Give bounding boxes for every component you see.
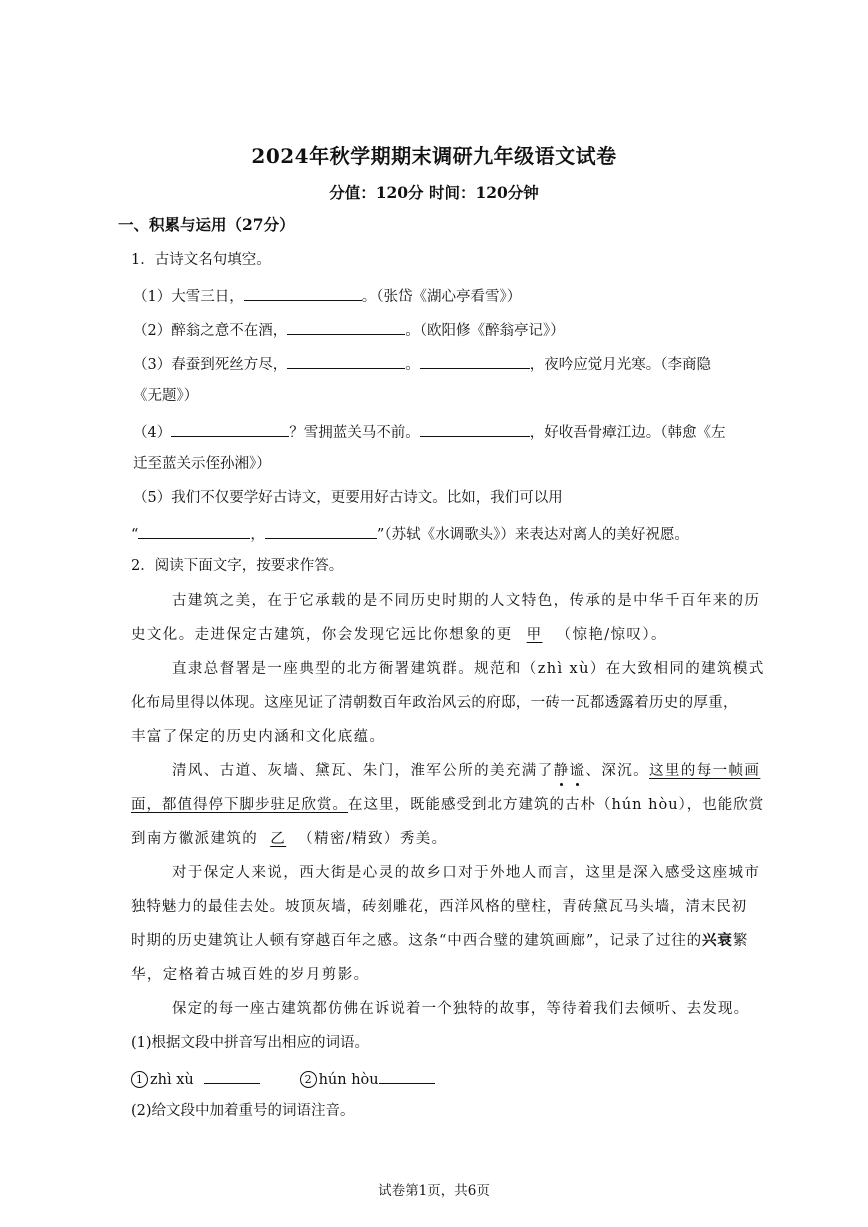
q1-item-5-cont: “ ， ”（苏轼《水调歌头》）来表达对离人的美好祝愿。 [131,522,689,545]
passage-line: 丰富了保定的历史内涵和文化底蕴。 [131,729,386,745]
underlined-sentence: 这里的每一帧画 [649,763,761,779]
q1-item-5: （5）我们不仅要学好古诗文，更要用好古诗文。比如，我们可以用 [133,490,563,506]
q1-item-3: （3）春蚕到死丝方尽， 。 ，夜吟应觉月光寒。（李商隐 [133,352,711,375]
bold-word: 兴衰 [702,932,733,949]
answer-blank[interactable] [204,1067,260,1084]
question-2-stem: 2．阅读下面文字，按要求作答。 [131,558,344,574]
passage-line: 化布局里得以体现。这座见证了清朝数百年政治风云的府邸，一砖一瓦都透露着历史的厚重， [131,695,738,711]
q1-item-2: （2）醉翁之意不在酒， 。（欧阳修《醉翁亭记》） [133,318,565,341]
sub-question-1-answers: 1 zhì xù 2 hún hòu [131,1067,435,1090]
sub-question-1: (1)根据文段中拼音写出相应的词语。 [131,1035,370,1051]
passage-line: 史文化。走进保定古建筑，你会发现它远比你想象的更 甲 （惊艳/惊叹）。 [131,627,667,643]
passage-line: 古建筑之美，在于它承载的是不同历史时期的人文特色，传承的是中华千百年来的历 [172,593,761,609]
answer-blank[interactable] [287,318,405,335]
answer-blank[interactable] [244,284,362,301]
q1-item-4: （4） ？雪拥蓝关马不前。 ，好收吾骨瘴江边。（韩愈《左 [133,420,725,443]
emphasis-char: 谧 [569,763,586,779]
section-heading: 一、积累与运用（27分） [118,215,295,234]
q1-item-3-source: 《无题》） [133,388,199,404]
underlined-sentence: 面，都值得停下脚步驻足欣赏。 [131,797,348,813]
answer-blank[interactable] [420,420,530,437]
passage-line: 独特魅力的最佳去处。坡顶灰墙，砖刻雕花，西洋风格的壁柱，青砖黛瓦马头墙，清末民初 [131,899,747,915]
passage-line: 时期的历史建筑让人顿有穿越百年之感。这条“中西合璧的建筑画廊”，记录了过往的兴衰繁 [131,932,749,949]
answer-blank[interactable] [420,352,530,369]
score-time-info: 分值：120分 时间：120分钟 [329,183,539,202]
answer-blank[interactable] [171,420,289,437]
passage-line: 直隶总督署是一座典型的北方衙署建筑群。规范和（zhì xù）在大致相同的建筑模式 [172,661,765,677]
passage-line: 对于保定人来说，西大街是心灵的故乡口对于外地人而言，这里是深入感受这座城市 [172,865,761,881]
circled-number: 1 [131,1071,148,1088]
passage-line: 到南方徽派建筑的 乙 （精密/精致）秀美。 [131,831,448,847]
q1-item-4-source: 迁至蓝关示侄孙湘》） [133,456,271,472]
blank-yi[interactable]: 乙 [270,831,287,847]
passage-line: 保定的每一座古建筑都仿佛在诉说着一个独特的故事，等待着我们去倾听、去发现。 [172,1001,750,1017]
circled-number: 2 [300,1071,317,1088]
blank-jia[interactable]: 甲 [526,627,543,643]
page-title: 2024年秋学期期末调研九年级语文试卷 [251,144,617,168]
passage-line: 清风、古道、灰墙、黛瓦、朱门，淮军公所的美充满了静谧、深沉。这里的每一帧画 [172,763,761,779]
q1-item-1: （1）大雪三日， 。（张岱《湖心亭看雪》） [133,284,521,307]
answer-blank[interactable] [379,1067,435,1084]
question-1-stem: 1．古诗文名句填空。 [131,252,271,268]
passage-line: 面，都值得停下脚步驻足欣赏。在这里，既能感受到北方建筑的古朴（hún hòu），也能欣赏 [131,797,765,813]
sub-question-2: (2)给文段中加着重号的词语注音。 [131,1103,355,1119]
answer-blank[interactable] [265,522,377,539]
emphasis-char: 静 [553,763,570,779]
answer-blank[interactable] [287,352,405,369]
page-footer: 试卷第1页，共6页 [378,1183,490,1199]
answer-blank[interactable] [138,522,250,539]
passage-line: 华，定格着古城百姓的岁月剪影。 [131,967,370,983]
